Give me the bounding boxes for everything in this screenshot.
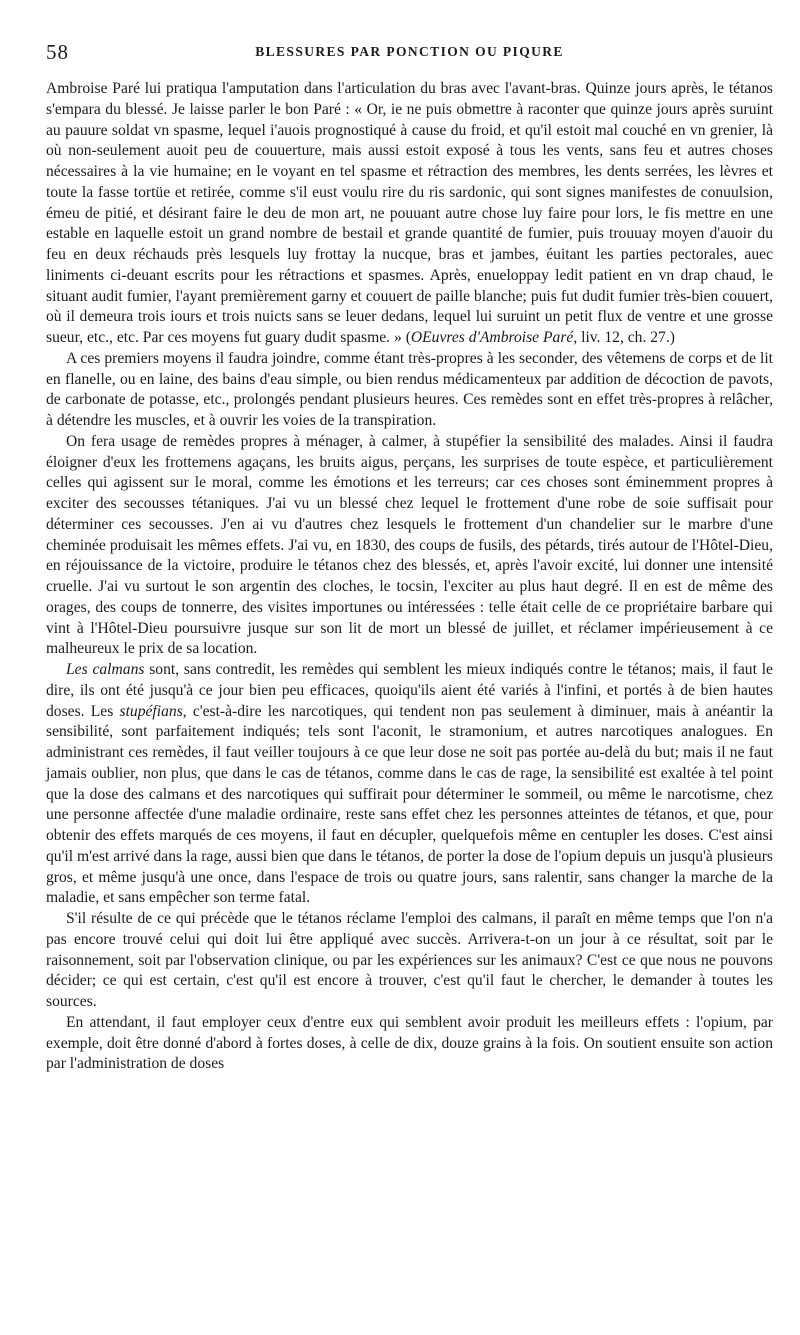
paragraph-search-remedy: S'il résulte de ce qui précède que le tétanos réclame l'emploi des calmans, il paraît en même temps que l'on n'a pas encore trouvé celui qui doit lui être appliqué avec succès. Arrivera-t-on un jour à ce résultat, soit par le raisonnement, soit par l'observation clinique, ou par les expériences sur les animaux? C'est ce que nous ne pouvons décider; ce qui est certain, c'est qu'il est encore à trouver, c'est qu'il faut le chercher, le demander à toutes les sources. — [46, 910, 773, 1010]
paragraph-calmans-text-1: sont, sans contredit, les remèdes qui semblent les mieux indiqués contre le tétanos; mais, il faut le dire, ils ont été jusqu'à ce jour bien peu efficaces, quoiqu'ils aient été variés à l'infini, et portés à de bien hautes doses. Les — [46, 661, 773, 720]
book-page — [46, 40, 773, 1075]
paragraph-pare-quote — [46, 79, 773, 349]
term-stupefians: stupéfians — [119, 702, 183, 720]
citation-title: OEuvres d'Ambroise Paré — [410, 329, 574, 346]
paragraph-pare-quote-text: Ambroise Paré lui pratiqua l'amputation dans l'articulation du bras avec l'avant-bras. Quinze jours après, le tétanos s'empara du blessé. Je laisse parler le bon Paré : « Or, ie ne puis obmettre à raconter que quinze jours après suruint au pauure soldat vn spasme, lequel i'auois prognostiqué à cause du froid, et qu'il estoit mal couché en vn grenier, là où non-seulement auoit peu de couuerture, mais aussi estoit exposé à tous les vents, sans feu et autres choses nécessaires à la vie humaine; en le voyant en tel spasme et rétraction des membres, les dents serrées, les lèvres et toute la fasse tortüe et retirée, comme s'il eust voulu rire du ris sardonic, qui sont signes manifestes de conuulsion, émeu de pitié, et désirant faire le deu de mon art, ne pouuant autre chose luy faire pour lors, le fis mettre en une estable en laquelle estoit un grand nombre de bestail et grande quantité de fumier, puis trouuay moyen d'auoir du feu en deux réchauds près lesquels luy frottay la nucque, bras et jambes, éuitant les parties pectorales, auec liniments ci-deuant escrits pour les rétractions et spasmes. Après, enueloppay ledit patient en vn drap chaud, le situant audit fumier, l'ayant premièrement garny et couuert de paille blanche; puis fut dudit fumier très-bien couuert, où il demeura trois iours et trois nuicts sans se leuer dedans, lequel lui suruint un petit flux de ventre et une grosse sueur, etc., etc. Par ces moyens fut guary dudit spasme. » — [46, 80, 773, 346]
citation-open: ( — [405, 329, 411, 346]
paragraph-sensibility: On fera usage de remèdes propres à ménager, à calmer, à stupéfier la sensibilité des malades. Ainsi il faudra éloigner d'eux les frottemens agaçans, les bruits aigus, perçans, les surprises de toute espèce, et particulièrement celles qui agissent sur le moral, comme les émotions et les terreurs; car ces choses sont éminemment propres à exciter des secousses tétaniques. J'ai vu un blessé chez lequel le frottement d'une robe de soie suffisait pour déterminer ces secousses. J'en ai vu d'autres chez lesquels le frottement d'un chandelier sur le marbre d'une cheminée produisait les mêmes effets. J'ai vu, en 1830, des coups de fusils, des pétards, tirés autour de l'Hôtel-Dieu, en réjouissance de la victoire, produire le tétanos chez des blessés, et, après l'avoir excité, lui donner une intensité cruelle. J'ai vu surtout le son argentin des cloches, le tocsin, l'exciter au plus haut degré. Il en est de même des orages, des coups de tonnerre, des visites importunes ou intéressées : telle était celle de ce propriétaire barbare qui vint à l'Hôtel-Dieu poursuivre jusque sur son lit de mort un blessé de juillet, et réclamer impérieusement à ce malheureux le prix de sa location. — [46, 432, 773, 658]
page-header — [46, 40, 773, 70]
page-number: 58 — [46, 40, 69, 64]
paragraph-opium: En attendant, il faut employer ceux d'entre eux qui semblent avoir produit les meilleurs effets : l'opium, par exemple, doit être donné d'abord à fortes doses, à celle de dix, douze grains à la fois. On soutient ensuite son action par l'administration de doses — [46, 1013, 773, 1073]
paragraph-first-means: A ces premiers moyens il faudra joindre, comme étant très-propres à les seconder, des vêtemens de corps et de lit en flanelle, ou en laine, des bains d'eau simple, ou bien rendus médicamenteux par addition de décoction de pavots, de carbonate de potasse, etc., prolongés pendant plusieurs heures. Ces remèdes sont en effet très-propres à relâcher, à détendre les muscles, et à ouvrir les voies de la transpiration. — [46, 349, 773, 429]
citation-reference: , liv. 12, ch. 27.) — [573, 329, 675, 346]
term-calmans: Les calmans — [66, 661, 145, 678]
paragraph-calmans — [46, 660, 773, 909]
paragraph-calmans-text-2: , c'est-à-dire les narcotiques, qui tendent non pas seulement à diminuer, mais à anéantir la sensibilité, sont parfaitement indiqués; tels sont l'aconit, le stramonium, et autres narcotiques analogues. En administrant ces remèdes, il faut veiller toujours à ce que leur dose ne soit pas portée au-delà du but; mais il ne faut jamais oublier, non plus, que dans le cas de tétanos, comme dans le cas de rage, la sensibilité est exaltée à tel point que la dose des calmans et des narcotiques qui suffirait pour déterminer le sommeil, ou même le narcotisme, chez une personne affectée d'une maladie ordinaire, reste sans effet chez les personnes atteintes de tétanos, et que, pour obtenir des effets marqués de ces moyens, il faut en décupler, quelquefois même en centupler les doses. C'est ainsi qu'il m'est arrivé dans la rage, aussi bien que dans le tétanos, de porter la dose de l'opium depuis un jusqu'à plusieurs gros, et même jusqu'à une once, dans l'espace de trois ou quatre jours, sans ralentir, sans changer la marche de la maladie, et sans empêcher son terme fatal. — [46, 702, 773, 907]
running-head: BLESSURES PAR PONCTION OU PIQURE — [255, 44, 564, 59]
body-text — [46, 79, 773, 1075]
